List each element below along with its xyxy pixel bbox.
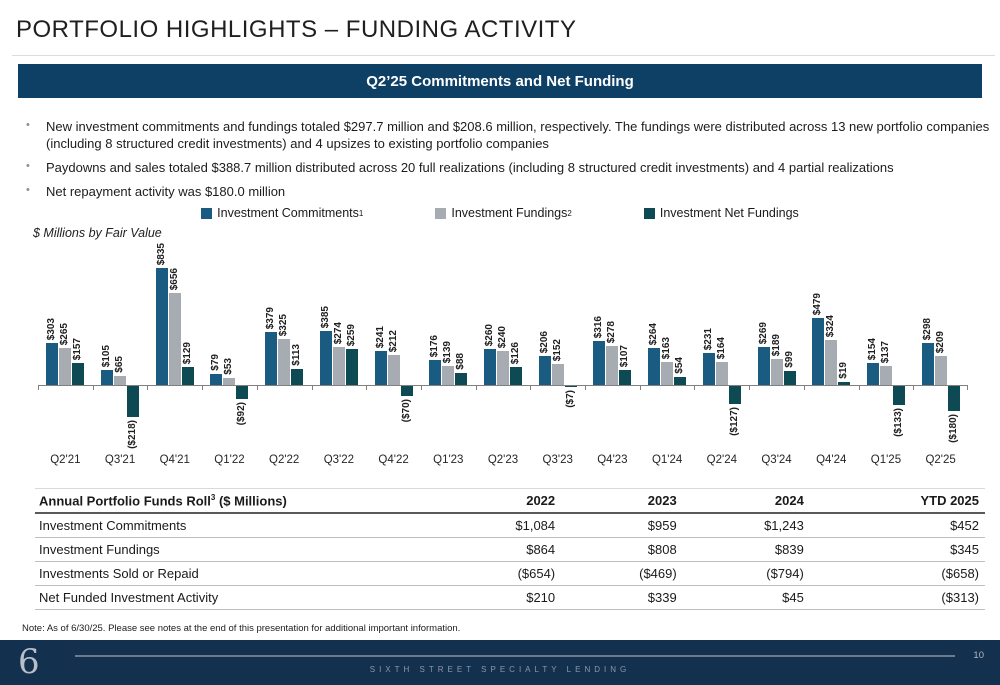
bar-value-label: ($92) bbox=[236, 402, 248, 426]
bar-net_fundings bbox=[455, 373, 467, 385]
x-axis-label: Q1'23 bbox=[433, 454, 464, 466]
bar-net_fundings bbox=[619, 370, 631, 385]
bar-value-label: $303 bbox=[46, 317, 58, 340]
section-banner-label: Q2’25 Commitments and Net Funding bbox=[366, 72, 634, 90]
sixth-street-logo: 6 bbox=[18, 642, 40, 682]
x-axis-label: Q4'24 bbox=[816, 454, 847, 466]
legend-item bbox=[435, 206, 572, 220]
table-row-label: Investment Fundings bbox=[39, 542, 160, 558]
bar-net_fundings bbox=[838, 382, 850, 385]
bar-value-label: ($133) bbox=[892, 408, 904, 437]
table-cell-value: $864 bbox=[526, 542, 556, 558]
axis-tick bbox=[93, 386, 94, 390]
bar-commitments bbox=[375, 351, 387, 385]
footer-brand-text: SIXTH STREET SPECIALTY LENDING bbox=[369, 665, 631, 674]
bar-value-label: $479 bbox=[812, 292, 824, 315]
bar-value-label: $260 bbox=[484, 323, 495, 346]
axis-tick bbox=[257, 386, 258, 390]
bar-net_fundings bbox=[182, 367, 194, 385]
legend-swatch-icon bbox=[435, 208, 446, 219]
bar-value-label: $835 bbox=[155, 242, 167, 265]
table-cell-value: $45 bbox=[782, 590, 804, 606]
x-axis-label: Q2'24 bbox=[706, 454, 737, 466]
table-row bbox=[35, 538, 985, 562]
bar-value-label: $264 bbox=[648, 322, 660, 345]
table-cell-value: $839 bbox=[774, 542, 804, 558]
table-header-row bbox=[35, 489, 985, 514]
axis-tick bbox=[476, 386, 477, 390]
bar-value-label: $209 bbox=[934, 330, 946, 353]
bar-value-label: ($7) bbox=[564, 390, 576, 408]
axis-tick bbox=[38, 386, 39, 390]
bar-value-label: ($70) bbox=[400, 399, 412, 423]
x-axis-label: Q3'23 bbox=[542, 454, 573, 466]
bar-net_fundings bbox=[784, 371, 796, 385]
x-axis-label: Q2'23 bbox=[487, 454, 519, 466]
bar-net_fundings bbox=[401, 386, 413, 396]
bar-value-label: $240 bbox=[497, 325, 508, 348]
axis-tick bbox=[147, 386, 148, 390]
bar-commitments bbox=[812, 318, 824, 385]
bar-net_fundings bbox=[674, 377, 686, 385]
bar-value-label: $385 bbox=[319, 305, 331, 328]
x-axis-label: Q1'25 bbox=[870, 454, 902, 466]
bar-value-label: $325 bbox=[278, 313, 290, 336]
bar-commitments bbox=[484, 349, 496, 385]
page-number: 10 bbox=[973, 650, 984, 661]
bar-commitments bbox=[703, 353, 715, 385]
bar-value-label: $126 bbox=[510, 341, 521, 364]
legend-swatch-icon bbox=[644, 208, 655, 219]
table-cell-value: $210 bbox=[526, 590, 556, 606]
bar-commitments bbox=[429, 360, 441, 385]
page-title: PORTFOLIO HIGHLIGHTS – FUNDING ACTIVITY bbox=[16, 16, 577, 43]
table-row-label: Investment Commitments bbox=[39, 518, 187, 534]
axis-tick bbox=[530, 386, 531, 390]
table-row-label: Net Funded Investment Activity bbox=[39, 590, 219, 606]
table-row-label: Investments Sold or Repaid bbox=[39, 566, 199, 582]
bar-fundings bbox=[716, 362, 728, 385]
bar-value-label: $241 bbox=[374, 325, 386, 348]
funds-roll-table-body bbox=[35, 513, 985, 610]
bar-fundings bbox=[880, 366, 892, 385]
bar-fundings bbox=[442, 366, 454, 385]
bar-commitments bbox=[648, 348, 660, 385]
legend-label: Investment Net Fundings bbox=[659, 206, 799, 220]
funds-roll-table-head bbox=[35, 489, 985, 514]
bar-value-label: $324 bbox=[825, 314, 837, 337]
table-title: Annual Portfolio Funds Roll$^3$ ($ Millions) bbox=[39, 493, 287, 509]
table-cell-value: $808 bbox=[647, 542, 677, 558]
bar-value-label: $19 bbox=[838, 362, 850, 379]
axis-tick bbox=[967, 386, 968, 390]
table-cell-value: ($658) bbox=[941, 566, 979, 582]
bar-value-label: $99 bbox=[783, 351, 795, 368]
bar-fundings bbox=[825, 340, 837, 385]
table-title-superscript: 3 bbox=[210, 493, 216, 502]
axis-tick bbox=[804, 386, 805, 390]
bar-commitments bbox=[922, 343, 934, 385]
bar-fundings bbox=[223, 378, 235, 385]
bar-commitments bbox=[320, 331, 332, 385]
bar-net_fundings bbox=[948, 386, 960, 411]
table-column-header: 2022 bbox=[526, 493, 556, 509]
axis-tick bbox=[421, 386, 422, 390]
table-cell-value: ($654) bbox=[517, 566, 556, 582]
bar-value-label: $656 bbox=[168, 267, 180, 290]
legend-superscript: 2 bbox=[567, 208, 572, 218]
legend-superscript: 1 bbox=[358, 208, 364, 218]
chart-baseline bbox=[38, 385, 968, 386]
bar-fundings bbox=[935, 356, 947, 385]
bar-value-label: $79 bbox=[210, 354, 222, 371]
bar-value-label: $137 bbox=[879, 340, 891, 363]
bar-value-label: $316 bbox=[593, 315, 605, 338]
x-axis-label: Q2'25 bbox=[925, 454, 956, 466]
table-row bbox=[35, 513, 985, 538]
bar-fundings bbox=[552, 364, 564, 385]
bar-fundings bbox=[771, 359, 783, 385]
bar-commitments bbox=[867, 363, 879, 385]
funds-roll-table bbox=[35, 488, 985, 610]
x-axis-label: Q4'21 bbox=[159, 454, 190, 466]
bar-commitments bbox=[101, 370, 113, 385]
bar-net_fundings bbox=[346, 349, 358, 385]
bar-value-label: $139 bbox=[442, 340, 454, 363]
bar-commitments bbox=[265, 332, 277, 385]
table-cell-value: $959 bbox=[647, 518, 677, 534]
legend-swatch-icon bbox=[201, 208, 212, 219]
table-column-header: 2023 bbox=[647, 493, 677, 509]
bar-fundings bbox=[497, 351, 509, 385]
x-axis-label: Q1'24 bbox=[651, 454, 683, 466]
bullet-item: • New investment commitments and fundings totaled $297.7 million and $208.6 million, respectively. The fundings were distributed across 13 new portfolio companies (including 8 structured credit investments) and 4 upsizes to existing portfolio companies bbox=[22, 118, 990, 152]
bar-value-label: $107 bbox=[619, 344, 631, 367]
bar-value-label: $154 bbox=[866, 337, 878, 360]
bar-fundings bbox=[59, 348, 71, 385]
bar-value-label: $152 bbox=[551, 338, 563, 361]
title-divider bbox=[12, 55, 995, 56]
bullet-list bbox=[22, 118, 990, 208]
bar-commitments bbox=[46, 343, 58, 385]
footnote: Note: As of 6/30/25. Please see notes at the end of this presentation for additional important information. bbox=[22, 623, 461, 634]
bar-value-label: $269 bbox=[757, 321, 769, 344]
bar-value-label: $88 bbox=[455, 353, 467, 370]
axis-tick bbox=[913, 386, 914, 390]
legend-label: Investment Fundings bbox=[451, 206, 568, 220]
bar-value-label: $259 bbox=[345, 323, 357, 346]
bar-net_fundings bbox=[510, 367, 522, 385]
bar-value-label: $129 bbox=[181, 341, 193, 364]
bar-value-label: $206 bbox=[538, 330, 550, 353]
bar-net_fundings bbox=[565, 386, 577, 387]
bar-value-label: $265 bbox=[59, 322, 71, 345]
bar-value-label: $278 bbox=[606, 320, 618, 343]
table-cell-value: $345 bbox=[950, 542, 979, 558]
bar-value-label: ($180) bbox=[947, 414, 959, 443]
footer-bar bbox=[0, 640, 1000, 685]
bar-value-label: $157 bbox=[72, 337, 84, 360]
bar-value-label: $54 bbox=[674, 357, 686, 374]
x-axis-label: Q4'22 bbox=[378, 454, 409, 466]
axis-tick bbox=[366, 386, 367, 390]
table-row bbox=[35, 562, 985, 586]
legend-label: Investment Commitments bbox=[217, 206, 359, 220]
bar-net_fundings bbox=[127, 386, 139, 417]
bar-net_fundings bbox=[236, 386, 248, 399]
bar-commitments bbox=[539, 356, 551, 385]
bar-net_fundings bbox=[893, 386, 905, 405]
bar-value-label: $53 bbox=[223, 358, 235, 375]
x-axis-label: Q3'22 bbox=[323, 454, 355, 466]
bar-fundings bbox=[114, 376, 126, 385]
bar-value-label: $189 bbox=[770, 333, 782, 356]
bar-fundings bbox=[388, 355, 400, 385]
bar-value-label: $298 bbox=[921, 317, 933, 340]
bar-value-label: $105 bbox=[101, 344, 113, 367]
section-banner bbox=[18, 64, 982, 98]
bar-fundings bbox=[278, 339, 290, 385]
x-axis-label: Q2'21 bbox=[50, 454, 81, 466]
x-axis-label: Q1'22 bbox=[214, 454, 245, 466]
table-row bbox=[35, 586, 985, 610]
legend-item bbox=[644, 206, 799, 220]
table-cell-value: $1,084 bbox=[515, 518, 556, 534]
x-axis-label: Q3'24 bbox=[761, 454, 792, 466]
bar-commitments bbox=[210, 374, 222, 385]
bullet-item: • Net repayment activity was $180.0 million bbox=[22, 183, 990, 200]
x-axis-label: Q4'23 bbox=[597, 454, 628, 466]
bar-fundings bbox=[333, 347, 345, 385]
legend-item bbox=[201, 206, 363, 220]
bullet-item: • Paydowns and sales totaled $388.7 million distributed across 20 full realizations (including 8 structured credit investments) and 4 partial realizations bbox=[22, 159, 990, 176]
axis-tick bbox=[202, 386, 203, 390]
bar-value-label: ($127) bbox=[728, 407, 740, 436]
bar-value-label: $164 bbox=[715, 336, 727, 359]
table-cell-value: $452 bbox=[950, 518, 979, 534]
axis-tick bbox=[694, 386, 695, 390]
chart-legend bbox=[0, 206, 1000, 220]
bar-value-label: ($218) bbox=[127, 420, 139, 449]
table-cell-value: ($794) bbox=[766, 566, 804, 582]
bar-value-label: $379 bbox=[265, 306, 277, 329]
bar-net_fundings bbox=[729, 386, 741, 404]
axis-tick bbox=[585, 386, 586, 390]
table-cell-value: ($313) bbox=[941, 590, 979, 606]
axis-tick bbox=[312, 386, 313, 390]
bar-commitments bbox=[593, 341, 605, 385]
table-column-header: 2024 bbox=[774, 493, 804, 509]
table-cell-value: ($469) bbox=[639, 566, 677, 582]
bar-net_fundings bbox=[291, 369, 303, 385]
bar-value-label: $65 bbox=[114, 356, 126, 373]
bar-value-label: $212 bbox=[387, 329, 399, 352]
funding-bar-chart bbox=[38, 240, 968, 470]
bar-fundings bbox=[169, 293, 181, 385]
axis-tick bbox=[749, 386, 750, 390]
bar-fundings bbox=[606, 346, 618, 385]
bar-value-label: $113 bbox=[291, 344, 303, 366]
chart-units-label: $ Millions by Fair Value bbox=[33, 226, 162, 240]
x-axis-label: Q3'21 bbox=[104, 454, 136, 466]
table-cell-value: $339 bbox=[647, 590, 677, 606]
bar-value-label: $274 bbox=[332, 321, 344, 344]
bar-value-label: $231 bbox=[702, 327, 714, 350]
bar-fundings bbox=[661, 362, 673, 385]
bar-net_fundings bbox=[72, 363, 84, 385]
table-cell-value: $1,243 bbox=[764, 518, 804, 534]
bar-commitments bbox=[156, 268, 168, 385]
bar-commitments bbox=[758, 347, 770, 385]
axis-tick bbox=[859, 386, 860, 390]
bar-value-label: $163 bbox=[661, 336, 673, 359]
bar-value-label: $176 bbox=[429, 334, 441, 357]
axis-tick bbox=[640, 386, 641, 390]
table-column-header: YTD 2025 bbox=[920, 493, 979, 509]
x-axis-label: Q2'22 bbox=[269, 454, 300, 466]
footer-divider bbox=[75, 655, 955, 657]
